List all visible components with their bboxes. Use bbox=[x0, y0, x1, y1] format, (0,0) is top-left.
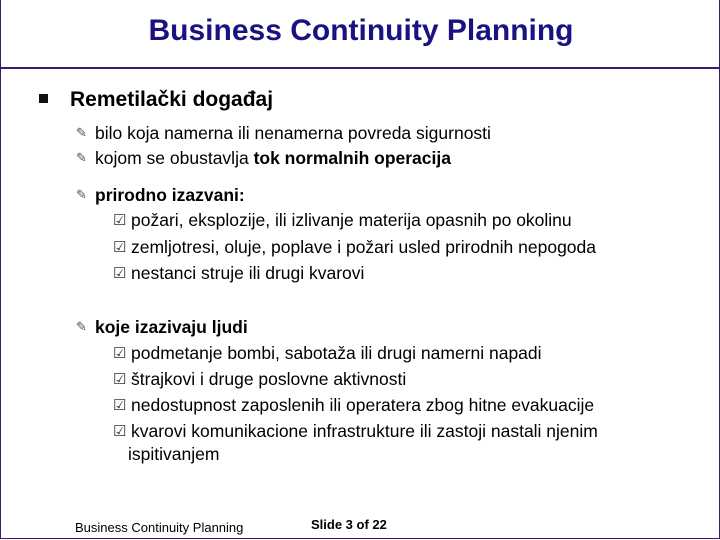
pen-bullet-icon: ✎ bbox=[76, 125, 87, 141]
checkbox-bullet-icon: ☑ bbox=[113, 265, 127, 283]
list-item: ☑ požari, eksplozije, ili izlivanje materija opasnih po okolinu bbox=[113, 210, 572, 230]
list-item: ☑ zemljotresi, oluje, poplave i požari usled prirodnih nepogoda bbox=[113, 237, 597, 257]
checkbox-bullet-icon: ☑ bbox=[113, 239, 127, 257]
checkbox-bullet-icon: ☑ bbox=[113, 423, 127, 441]
square-bullet-icon bbox=[39, 94, 48, 103]
list-item-continuation: ispitivanjem bbox=[128, 444, 220, 464]
title-divider bbox=[1, 67, 720, 69]
heading-bullet bbox=[39, 88, 273, 112]
heading-text: Remetilački događaj bbox=[70, 88, 274, 111]
pen-bullet-icon: ✎ bbox=[76, 319, 87, 335]
pen-bullet-icon: ✎ bbox=[76, 150, 87, 166]
checkbox-bullet-icon: ☑ bbox=[113, 345, 127, 363]
slide-number: Slide 3 of 22 bbox=[311, 517, 387, 532]
checkbox-bullet-icon: ☑ bbox=[113, 397, 127, 415]
definition-line-1: ✎ bilo koja namerna ili nenamerna povreda sigurnosti bbox=[76, 123, 491, 143]
checkbox-bullet-icon: ☑ bbox=[113, 212, 127, 230]
footer-title: Business Continuity Planning bbox=[75, 520, 244, 535]
definition-line-2: ✎ kojom se obustavlja tok normalnih operacija bbox=[76, 148, 451, 168]
emphasis-text: tok normalnih operacija bbox=[253, 148, 451, 168]
list-item: ☑ podmetanje bombi, sabotaža ili drugi namerni napadi bbox=[113, 343, 542, 363]
pen-bullet-icon: ✎ bbox=[76, 187, 87, 203]
slide-title: Business Continuity Planning bbox=[148, 14, 574, 47]
checkbox-bullet-icon: ☑ bbox=[113, 371, 127, 389]
list-item: ☑ nedostupnost zaposlenih ili operatera zbog hitne evakuacije bbox=[113, 395, 595, 415]
natural-category: ✎ prirodno izazvani: bbox=[76, 185, 245, 205]
list-item: ☑ kvarovi komunikacione infrastrukture ili zastoji nastali njenim bbox=[113, 421, 598, 441]
list-item: ☑ štrajkovi i druge poslovne aktivnosti bbox=[113, 369, 407, 389]
list-item: ☑ nestanci struje ili drugi kvarovi bbox=[113, 263, 365, 283]
human-category: ✎ koje izazivaju ljudi bbox=[76, 317, 248, 337]
